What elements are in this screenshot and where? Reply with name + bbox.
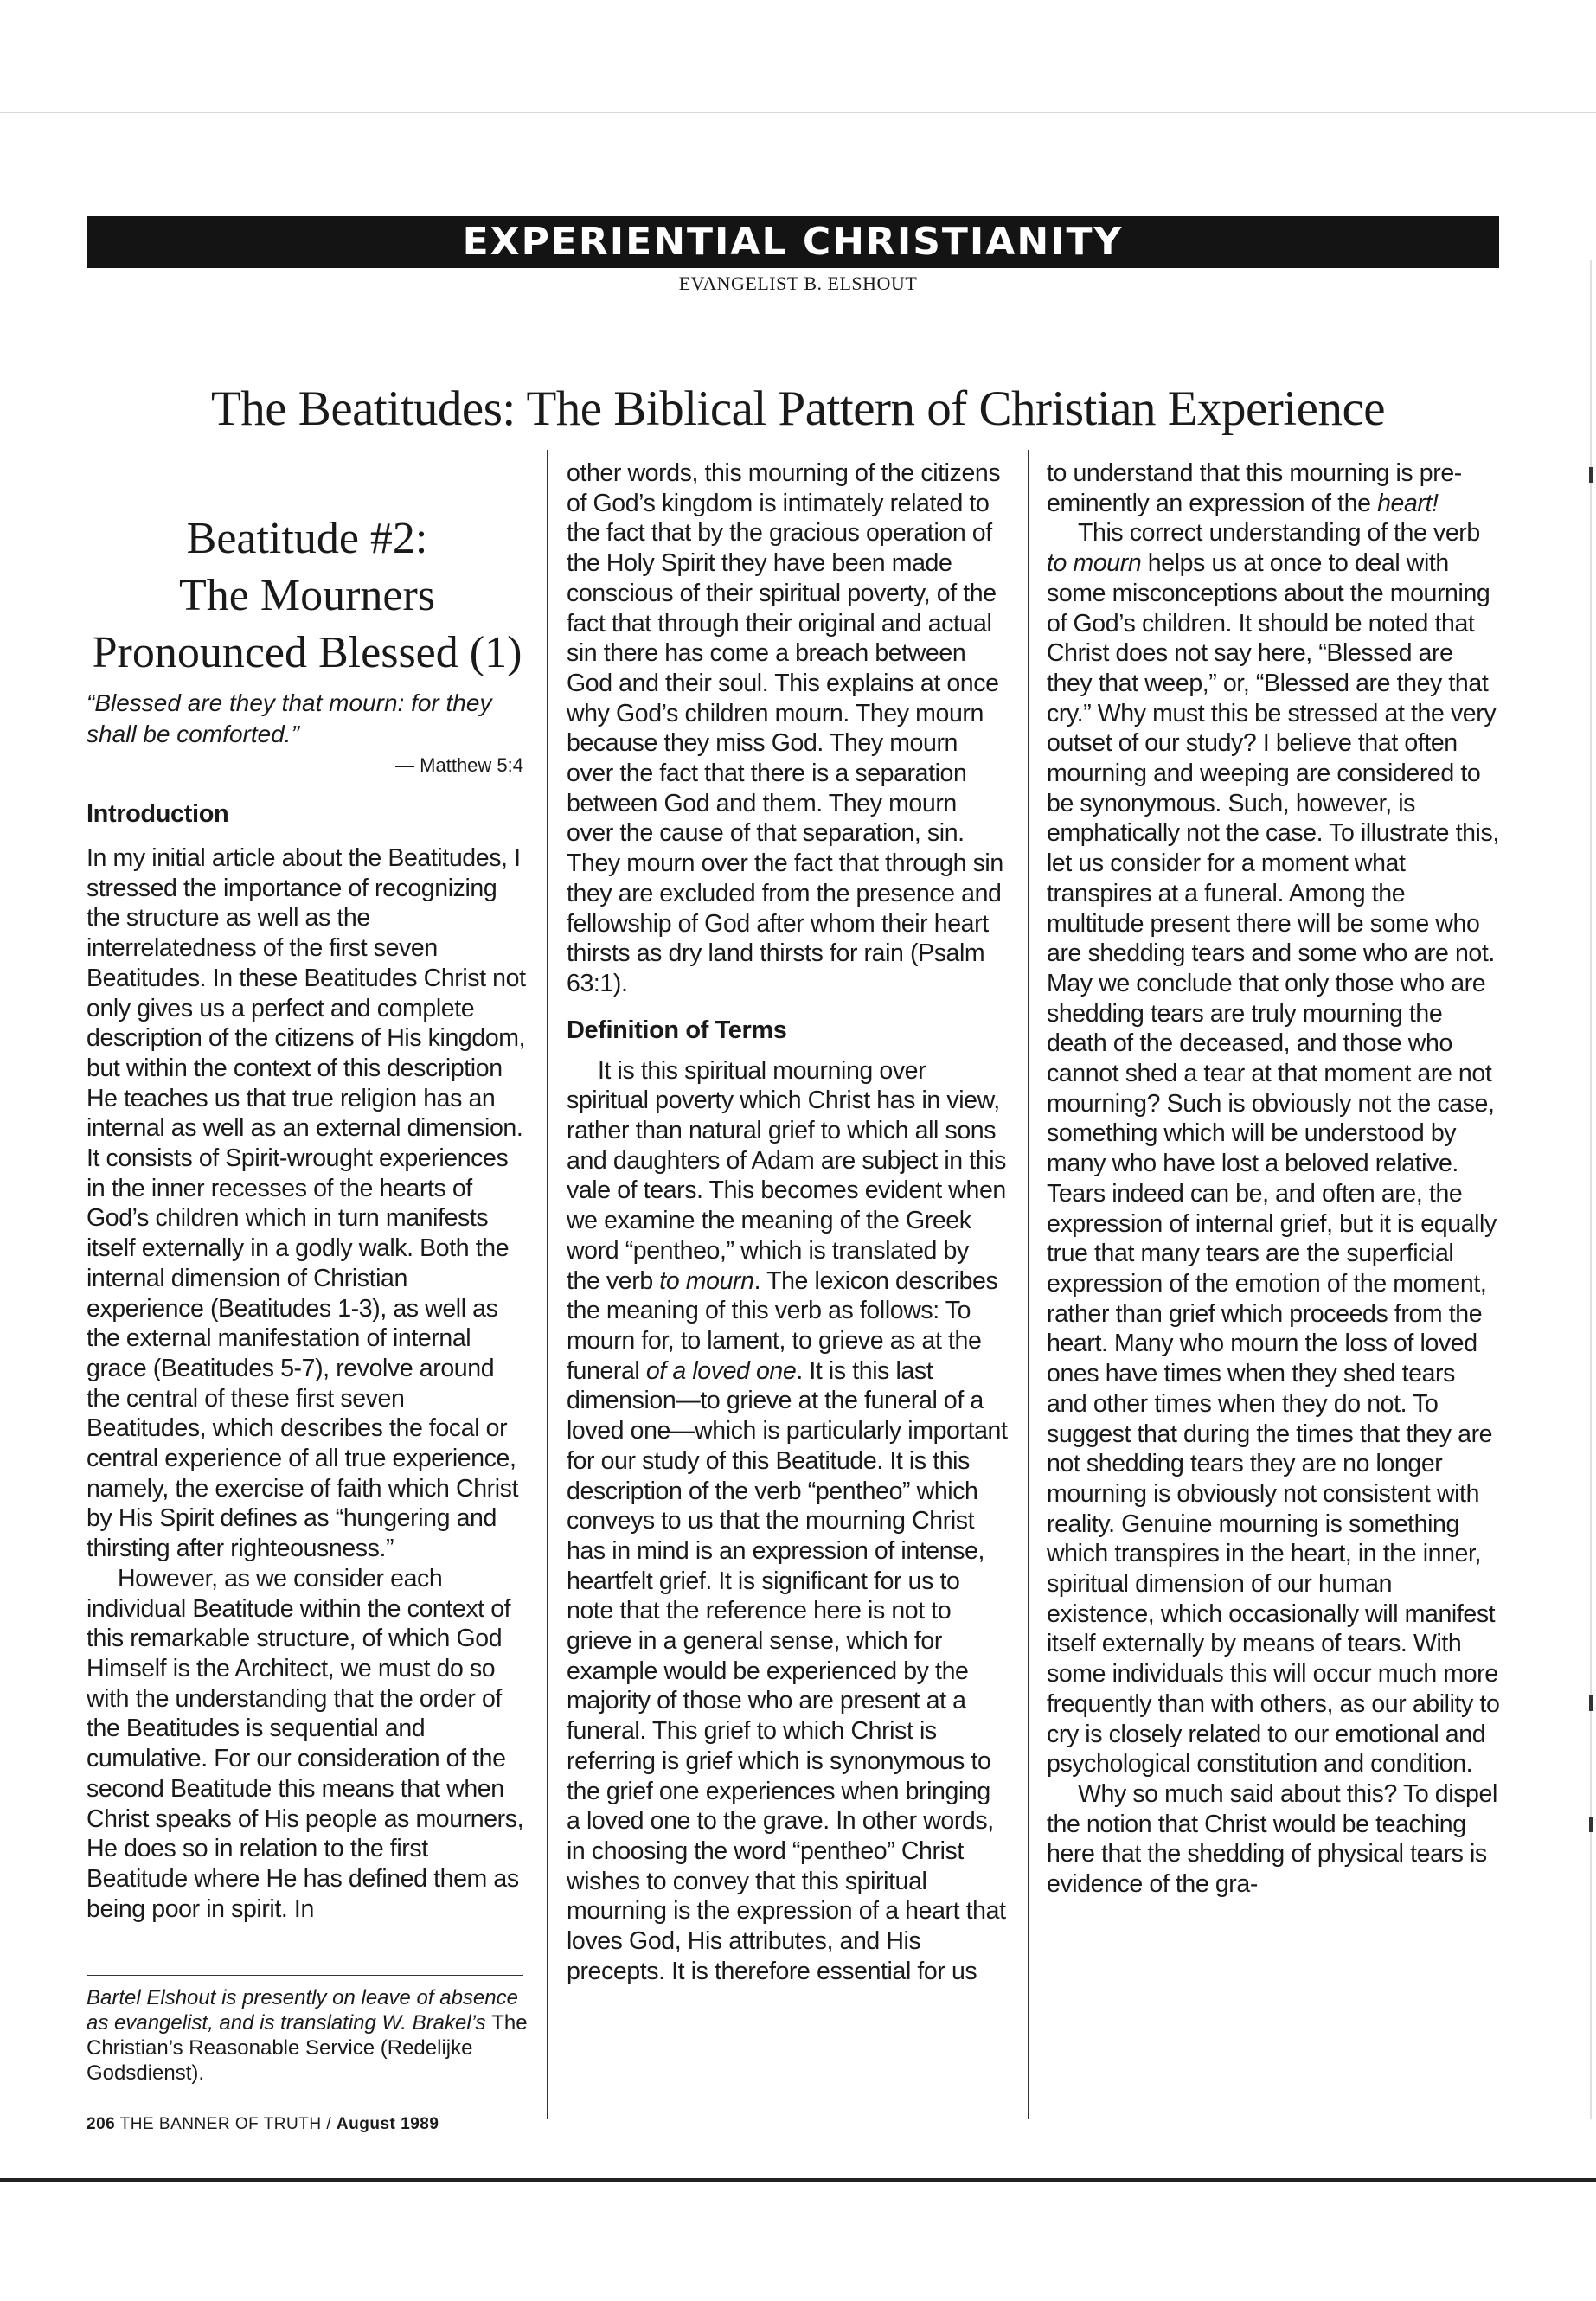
paragraph: However, as we consider each individual Beatitude within the context of this remarkable structure, of which God Himself is the Architect, we must do so with the understanding that the order of the Beatitudes is sequential and cumulative. For our consideration of the second Beatitude this means that when Christ speaks of His people as mourners, He does so in relation to the first Beatitude where He has defined them as being poor in spirit. In [87,1564,524,1923]
epigraph-reference: — Matthew 5:4 [395,754,523,776]
text-column-1 [87,798,528,1924]
bio-text: ( [375,2036,388,2060]
bio-book-dutch: Redelijke Godsdienst [87,2036,473,2085]
issue-date: August 1989 [336,2115,439,2133]
publication-name: THE BANNER OF TRUTH / [119,2115,332,2133]
scan-edge-bottom [0,2178,1596,2182]
author-bio [87,1985,528,2086]
bio-text: ). [191,2061,205,2085]
bio-book-title: The Christian’s Reasonable Service [87,2011,528,2060]
section-heading-introduction: Introduction [87,800,229,828]
author-byline: EVANGELIST B. ELSHOUT [678,272,918,294]
registration-mark [1589,1695,1593,1711]
text-column-2 [567,458,1008,1986]
page-footer [87,2115,528,2134]
section-banner: EXPERIENTIAL CHRISTIANITY [87,216,1499,268]
paragraph: This correct understanding of the verb to mourn helps us at once to deal with some misconceptions about the mourning of God’s children. It should be noted that Christ does not say here, “Blessed are they that weep,” or, “Blessed are they that cry.” Why must this be stressed at the very outset of our study? I believe that often mourning and weeping are considered to be synonymous. Such, however, is emphatically not the case. To illustrate this, let us consider for a moment what transpires at a funeral. Among the multitude present there will be some who are shedding tears and some who are not. May we conclude that only those who are shedding tears are truly mourning the death of the deceased, and those who cannot shed a tear at that moment are not mourning? Such is obviously not the case, something which will be understood by many who have lost a beloved relative. Tears indeed can be, and often are, the expression of internal grief, but it is equally true that many tears are the superficial expression of the emotion of the moment, rather than grief which proceeds from the heart. Many who mourn the loss of loved ones have times when they shed tears and other times when they do not. To suggest that during the times that they are not shedding tears they are no longer mourning is obviously not consistent with reality. Genuine mourning is something which transpires in the heart, in the inner, spiritual dimension of our human existence, which occasionally will manifest itself externally by means of tears. With some individuals this will occur much more frequently than with others, as our ability to cry is closely related to our emotional and psychological constitution and condition. [1047,519,1500,1779]
subtitle-line: Pronounced Blessed (1) [92,628,522,677]
page-number: 206 [87,2115,116,2133]
registration-mark [1589,467,1593,483]
footnote-rule [87,1975,523,1976]
subtitle-line: The Mourners [178,571,436,620]
epigraph-quote: “Blessed are they that mourn: for they shall be comforted.” [87,689,492,747]
paragraph: In my initial article about the Beatitudes, I stressed the importance of recognizing the structure as well as the interrelatedness of the first seven Beatitudes. In these Beatitudes Christ not only gives us a perfect and complete description of the citizens of His kingdom, but within the context of this description He teaches us that true religion has an internal as well as an external dimension. It consists of Spirit-wrought experiences in the inner recesses of the hearts of God’s children which in turn manifests itself externally in a godly walk. Both the internal dimension of Christian experience (Beatitudes 1-3), as well as the external manifestation of internal grace (Beatitudes 5-7), revolve around the central of these first seven Beatitudes, which describes the focal or central experience of all true experience, namely, the exercise of faith which Christ by His Spirit defines as “hungering and thirsting after righteousness.” [87,844,526,1563]
paragraph: Why so much said about this? To dispel the notion that Christ would be teaching here that the shedding of physical tears is evidence of the gra- [1047,1779,1497,1899]
scan-edge-top [0,112,1596,113]
column-rule [547,450,548,2119]
text-column-3 [1047,458,1501,1900]
paragraph: It is this spiritual mourning over spiritual poverty which Christ has in view, rather than natural grief to which all sons and daughters of Adam are subject in this vale of tears. This becomes evident when we examine the meaning of the Greek word “pentheo,” which is translated by the verb to mourn. The lexicon describes the meaning of this verb as follows: To mourn for, to lament, to grieve as at the funeral of a loved one. It is this last dimension—to grieve at the funeral of a loved one—which is particularly important for our study of this Beatitude. It is this description of the verb “pentheo” which conveys to us that the mourning Christ has in mind is an expression of intense, heartfelt grief. It is significant for us to note that the reference here is not to grieve in a general sense, which for example would be experienced by the majority of those who are present at a funeral. This grief to which Christ is referring is grief which is synonymous to the grief one experiences when bringing a loved one to the grave. In other words, in choosing the word “pentheo” Christ wishes to convey that this spiritual mourning is the expression of a heart that loves God, His attributes, and His precepts. It is therefore essential for us [567,1056,1008,1985]
paragraph-continued: to understand that this mourning is pre-eminently an expression of the heart! [1047,459,1462,517]
scan-edge-right [1590,260,1592,2119]
article-title: The Beatitudes: The Biblical Pattern of Christian Experience [210,381,1386,436]
article-subtitle [87,510,528,682]
column-rule [1028,450,1029,2119]
registration-mark [1589,1817,1593,1832]
subtitle-line: Beatitude #2: [186,514,428,563]
paragraph-continued: other words, this mourning of the citizens of God’s kingdom is intimately related to the fact that by the gracious operation of the Holy Spirit they have been made conscious of their spiritual poverty, of the fact that through their original and actual sin there has come a breach between God and their soul. This explains at once why God’s children mourn. They mourn because they miss God. They mourn over the fact that there is a separation between God and them. They mourn over the cause of that separation, sin. They mourn over the fact that through sin they are excluded from the presence and fellowship of God after whom their heart thirsts as dry land thirsts for rain (Psalm 63:1). [567,459,1003,997]
section-heading-definition: Definition of Terms [567,1016,787,1044]
bio-text: Bartel Elshout is presently on leave of absence as evangelist, and is translating W. Brakel’s [87,1986,518,2035]
